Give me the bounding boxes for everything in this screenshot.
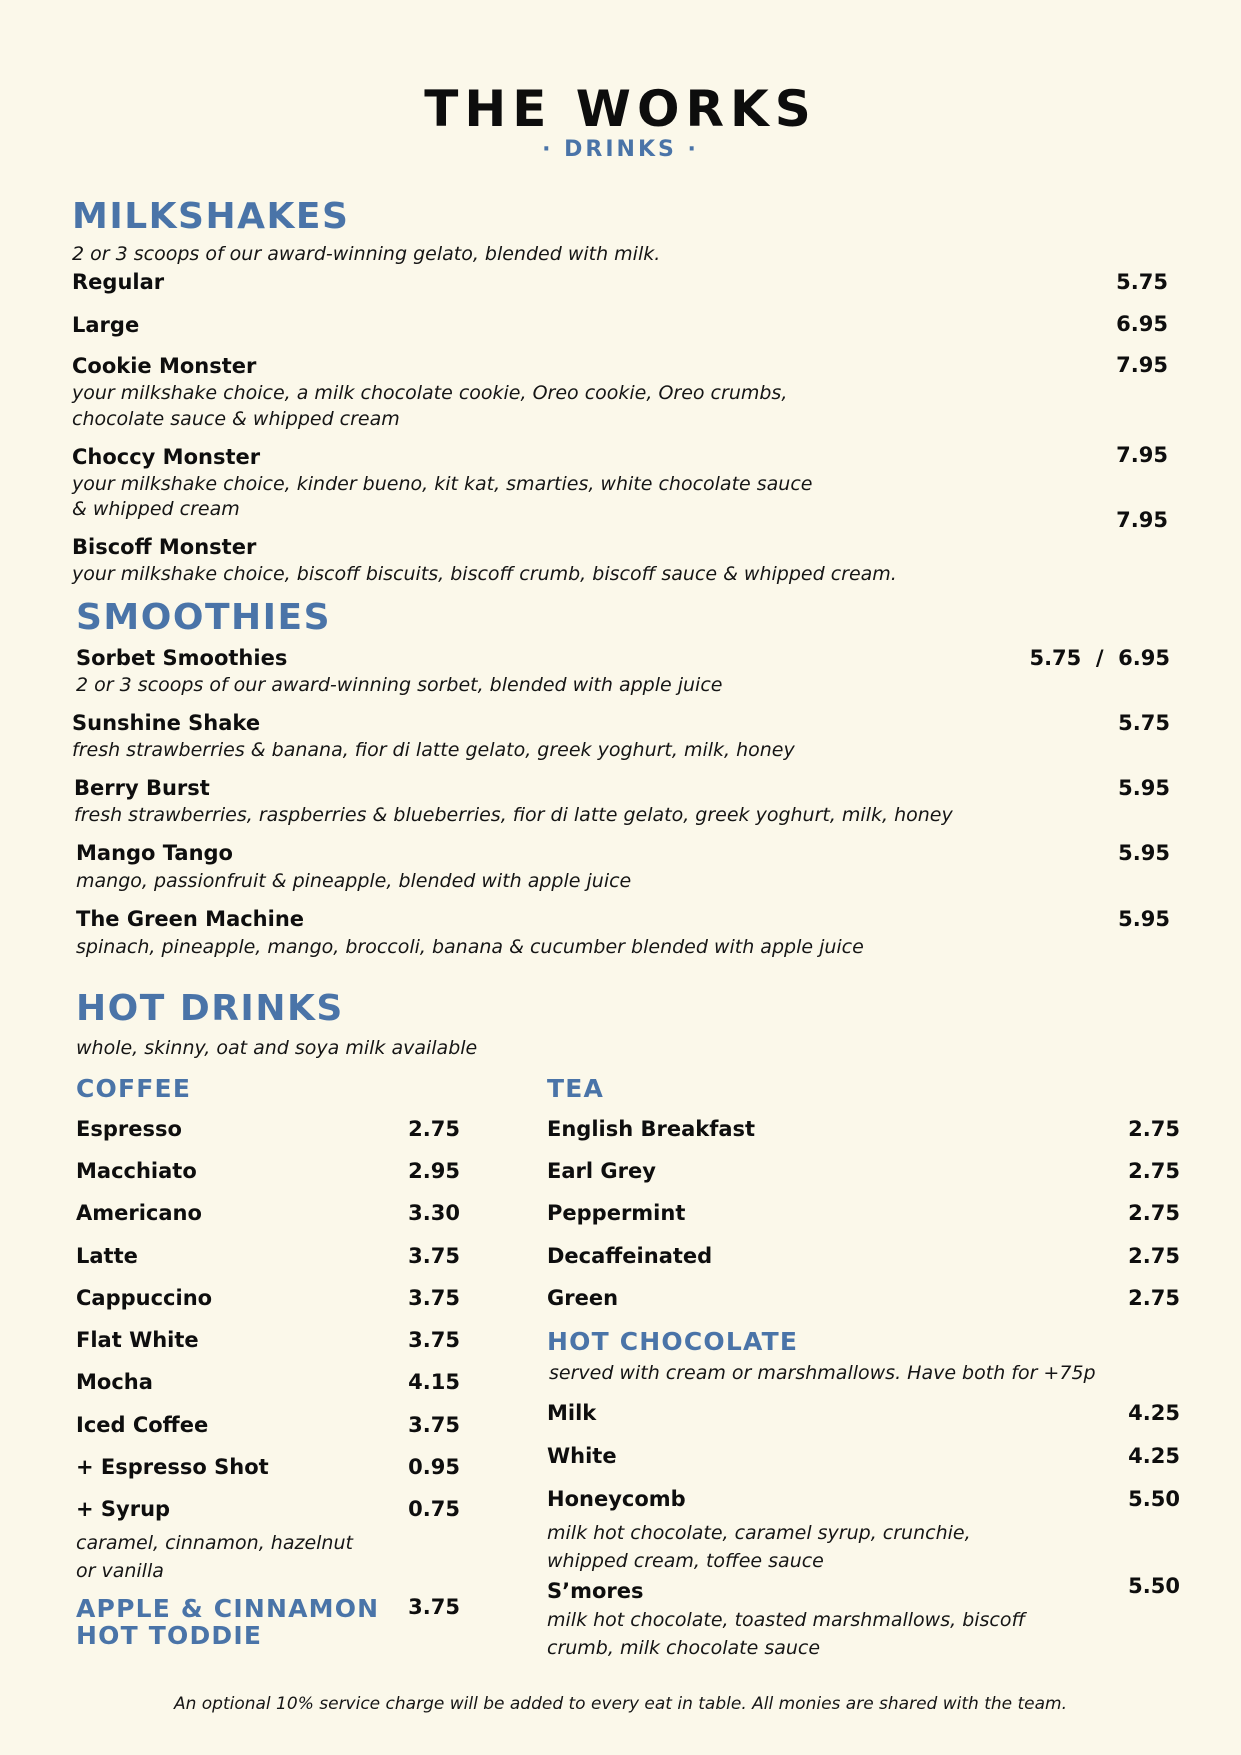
- service-charge-note: An optional 10% service charge will be added to every eat in table. All monies are shared with the team.: [173, 1694, 1068, 1714]
- menu-item-price: 2.95: [408, 1159, 460, 1183]
- tea-heading: TEA: [547, 1074, 605, 1103]
- milkshakes-description: 2 or 3 scoops of our award-winning gelato, blended with milk.: [72, 243, 661, 265]
- menu-item-price: 5.75 / 6.95: [1029, 646, 1170, 670]
- menu-item-name: Biscoff Monster: [72, 535, 257, 559]
- menu-item-price: 0.95: [408, 1455, 460, 1479]
- menu-item-price: 4.25: [1128, 1444, 1180, 1468]
- menu-item-name: Green: [547, 1286, 619, 1310]
- menu-item-description: 2 or 3 scoops of our award-winning sorbet, blended with apple juice: [76, 674, 723, 696]
- menu-item-description: your milkshake choice, biscoff biscuits, biscoff crumb, biscoff sauce & whipped cream.: [72, 563, 897, 585]
- menu-item-name: Sunshine Shake: [72, 711, 261, 735]
- menu-item-name: English Breakfast: [547, 1117, 756, 1141]
- menu-item-price: 3.75: [408, 1244, 460, 1268]
- menu-item-price: 4.25: [1128, 1401, 1180, 1425]
- menu-item-name: + Espresso Shot: [76, 1455, 269, 1479]
- menu-item-name: Honeycomb: [547, 1487, 686, 1511]
- coffee-heading: COFFEE: [76, 1074, 192, 1103]
- menu-item-price: 3.30: [408, 1201, 460, 1225]
- hot-chocolate-description: served with cream or marshmallows. Have both for +75p: [549, 1362, 1096, 1384]
- menu-item-description: fresh strawberries & banana, fior di latte gelato, greek yoghurt, milk, honey: [72, 739, 795, 761]
- menu-item-price: 2.75: [1128, 1244, 1180, 1268]
- menu-item-name: Americano: [76, 1201, 202, 1225]
- menu-item-name: Sorbet Smoothies: [76, 646, 288, 670]
- menu-item-name: Regular: [72, 270, 165, 294]
- menu-item-name: The Green Machine: [76, 907, 305, 931]
- menu-item-description: milk hot chocolate, caramel syrup, crunchie,: [547, 1522, 971, 1544]
- menu-item-name: Milk: [547, 1401, 597, 1425]
- menu-item-price: 3.75: [408, 1328, 460, 1352]
- menu-item-name: Mocha: [76, 1370, 153, 1394]
- menu-item-description: crumb, milk chocolate sauce: [547, 1637, 821, 1659]
- menu-item-name: White: [547, 1444, 617, 1468]
- menu-item-price: 0.75: [408, 1497, 460, 1521]
- menu-item-name: Mango Tango: [76, 841, 233, 865]
- menu-item-name: Decaffeinated: [547, 1244, 713, 1268]
- menu-item-price: 4.15: [408, 1370, 460, 1394]
- menu-item-price: 5.95: [1118, 776, 1170, 800]
- menu-item-name: Espresso: [76, 1117, 182, 1141]
- menu-item-price: 2.75: [1128, 1117, 1180, 1141]
- syrup-options: caramel, cinnamon, hazelnut: [76, 1532, 353, 1554]
- milkshakes-heading: MILKSHAKES: [72, 196, 350, 237]
- toddie-heading-line: APPLE & CINNAMON: [76, 1594, 380, 1623]
- menu-item-description: mango, passionfruit & pineapple, blended with apple juice: [76, 870, 632, 892]
- menu-item-price: 5.75: [1118, 711, 1170, 735]
- menu-item-price: 3.75: [408, 1413, 460, 1437]
- menu-item-price: 7.95: [1116, 353, 1168, 377]
- menu-item-name: Flat White: [76, 1328, 199, 1352]
- menu-item-price: 7.95: [1116, 508, 1168, 532]
- menu-item-name: Cookie Monster: [72, 354, 257, 378]
- menu-item-description: milk hot chocolate, toasted marshmallows, biscoff: [547, 1609, 1026, 1631]
- menu-item-description: chocolate sauce & whipped cream: [72, 408, 400, 430]
- menu-item-name: Latte: [76, 1244, 138, 1268]
- menu-item-name: Cappuccino: [76, 1286, 213, 1310]
- hot-chocolate-heading: HOT CHOCOLATE: [547, 1327, 799, 1356]
- menu-item-price: 2.75: [408, 1117, 460, 1141]
- menu-item-name: Large: [72, 313, 140, 337]
- hot-drinks-description: whole, skinny, oat and soya milk available: [76, 1037, 478, 1059]
- menu-item-price: 2.75: [1128, 1201, 1180, 1225]
- hot-drinks-heading: HOT DRINKS: [76, 988, 344, 1029]
- menu-item-description: spinach, pineapple, mango, broccoli, banana & cucumber blended with apple juice: [76, 936, 864, 958]
- menu-item-price: 5.50: [1128, 1574, 1180, 1598]
- toddie-heading: [76, 1595, 379, 1649]
- menu-item-name: + Syrup: [76, 1497, 171, 1521]
- menu-item-price: 6.95: [1116, 312, 1168, 336]
- menu-item-description: your milkshake choice, a milk chocolate cookie, Oreo cookie, Oreo crumbs,: [72, 382, 788, 404]
- menu-item-name: Berry Burst: [74, 776, 210, 800]
- menu-item-name: Choccy Monster: [72, 445, 261, 469]
- toddie-heading-line: HOT TODDIE: [76, 1621, 263, 1650]
- menu-item-price: 2.75: [1128, 1286, 1180, 1310]
- menu-item-name: Peppermint: [547, 1201, 686, 1225]
- menu-item-description: your milkshake choice, kinder bueno, kit kat, smarties, white chocolate sauce: [72, 473, 813, 495]
- menu-item-price: 5.50: [1128, 1487, 1180, 1511]
- menu-item-name: Iced Coffee: [76, 1413, 209, 1437]
- menu-item-price: 5.95: [1118, 841, 1170, 865]
- menu-item-name: S’mores: [547, 1579, 644, 1603]
- menu-item-description: fresh strawberries, raspberries & blueberries, fior di latte gelato, greek yoghurt, milk, honey: [74, 804, 953, 826]
- smoothies-heading: SMOOTHIES: [76, 597, 332, 638]
- menu-item-description: whipped cream, toffee sauce: [547, 1550, 824, 1572]
- menu-item-description: & whipped cream: [72, 498, 240, 520]
- syrup-options: or vanilla: [76, 1560, 164, 1582]
- menu-item-price: 5.75: [1116, 270, 1168, 294]
- menu-item-price: 3.75: [408, 1286, 460, 1310]
- menu-item-name: Macchiato: [76, 1159, 197, 1183]
- menu-item-price: 5.95: [1118, 907, 1170, 931]
- toddie-price: 3.75: [408, 1595, 460, 1619]
- menu-item-price: 2.75: [1128, 1159, 1180, 1183]
- menu-title: THE WORKS: [424, 80, 817, 138]
- menu-item-name: Earl Grey: [547, 1159, 656, 1183]
- menu-subtitle: · DRINKS ·: [542, 137, 699, 162]
- menu-item-price: 7.95: [1116, 443, 1168, 467]
